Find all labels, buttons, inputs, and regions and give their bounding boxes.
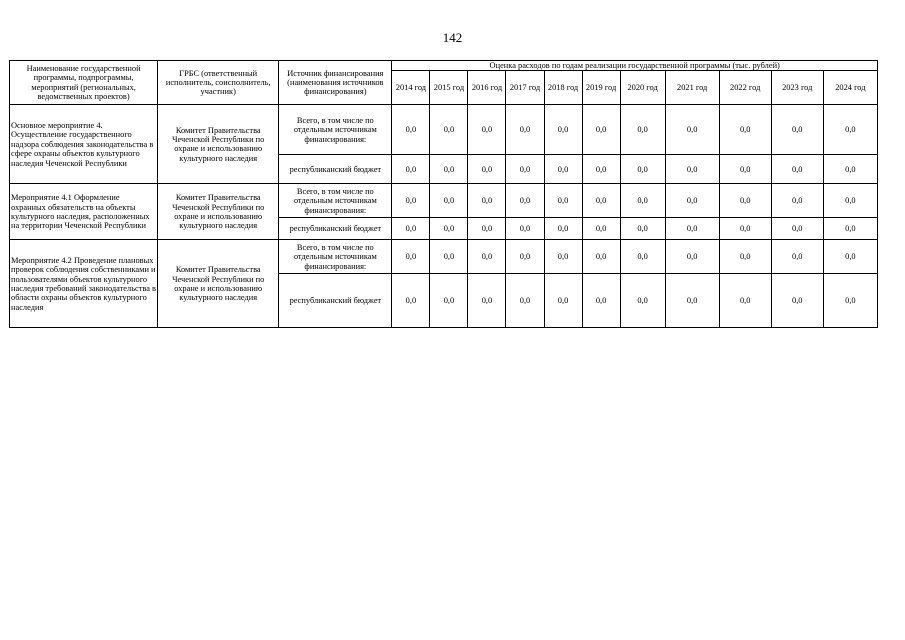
header-year: 2020 год — [620, 71, 665, 105]
amount-cell: 0,0 — [430, 155, 468, 184]
amount-cell: 0,0 — [392, 184, 430, 218]
amount-cell: 0,0 — [544, 105, 582, 155]
header-year: 2017 год — [506, 71, 544, 105]
amount-cell: 0,0 — [719, 240, 771, 274]
amount-cell: 0,0 — [823, 184, 877, 218]
amount-cell: 0,0 — [665, 240, 719, 274]
header-name: Наименование государственной программы, подпрограммы, мероприятий (региональных, ведомственных проектов) — [10, 61, 158, 105]
amount-cell: 0,0 — [544, 240, 582, 274]
header-year: 2021 год — [665, 71, 719, 105]
amount-cell: 0,0 — [544, 184, 582, 218]
amount-cell: 0,0 — [582, 155, 620, 184]
amount-cell: 0,0 — [823, 105, 877, 155]
header-year: 2018 год — [544, 71, 582, 105]
amount-cell: 0,0 — [665, 184, 719, 218]
amount-cell: 0,0 — [665, 155, 719, 184]
amount-cell: 0,0 — [771, 218, 823, 240]
activity-name: Мероприятие 4.1 Оформление охранных обязательств на объекты культурного наследия, расположенных на территории Чеченской Республики — [10, 184, 158, 240]
table-row — [10, 184, 878, 218]
amount-cell: 0,0 — [468, 155, 506, 184]
header-year: 2019 год — [582, 71, 620, 105]
table-body — [10, 105, 878, 328]
header-year: 2022 год — [719, 71, 771, 105]
header-year: 2023 год — [771, 71, 823, 105]
amount-cell: 0,0 — [771, 184, 823, 218]
amount-cell: 0,0 — [719, 218, 771, 240]
amount-cell: 0,0 — [719, 155, 771, 184]
amount-cell: 0,0 — [544, 155, 582, 184]
header-year: 2014 год — [392, 71, 430, 105]
amount-cell: 0,0 — [506, 155, 544, 184]
budget-table — [9, 60, 878, 328]
amount-cell: 0,0 — [506, 218, 544, 240]
amount-cell: 0,0 — [544, 274, 582, 328]
amount-cell: 0,0 — [468, 184, 506, 218]
funding-source: Всего, в том числе по отдельным источникам финансирования: — [279, 184, 392, 218]
header-source: Источник финансирования (наименования источников финансирования) — [279, 61, 392, 105]
amount-cell: 0,0 — [392, 240, 430, 274]
amount-cell: 0,0 — [823, 274, 877, 328]
amount-cell: 0,0 — [506, 105, 544, 155]
amount-cell: 0,0 — [771, 274, 823, 328]
amount-cell: 0,0 — [468, 105, 506, 155]
amount-cell: 0,0 — [392, 105, 430, 155]
table-row — [10, 240, 878, 274]
header-year: 2024 год — [823, 71, 877, 105]
funding-source: Всего, в том числе по отдельным источникам финансирования: — [279, 105, 392, 155]
amount-cell: 0,0 — [665, 105, 719, 155]
amount-cell: 0,0 — [582, 240, 620, 274]
amount-cell: 0,0 — [468, 274, 506, 328]
amount-cell: 0,0 — [582, 218, 620, 240]
amount-cell: 0,0 — [719, 184, 771, 218]
header-year: 2015 год — [430, 71, 468, 105]
amount-cell: 0,0 — [430, 240, 468, 274]
amount-cell: 0,0 — [392, 218, 430, 240]
amount-cell: 0,0 — [823, 155, 877, 184]
responsible-executor: Комитет Правительства Чеченской Республики по охране и использованию культурного наследия — [158, 105, 279, 184]
amount-cell: 0,0 — [506, 184, 544, 218]
amount-cell: 0,0 — [823, 240, 877, 274]
amount-cell: 0,0 — [823, 218, 877, 240]
amount-cell: 0,0 — [719, 274, 771, 328]
page-number: 142 — [442, 30, 463, 45]
amount-cell: 0,0 — [582, 105, 620, 155]
activity-name: Мероприятие 4.2 Проведение плановых проверок соблюдения собственниками и пользователями объектов культурного наследия требований законодательства в области охраны объектов культурного наследия — [10, 240, 158, 328]
table-header — [10, 61, 878, 105]
amount-cell: 0,0 — [665, 218, 719, 240]
amount-cell: 0,0 — [771, 155, 823, 184]
amount-cell: 0,0 — [620, 240, 665, 274]
amount-cell: 0,0 — [468, 218, 506, 240]
amount-cell: 0,0 — [430, 184, 468, 218]
amount-cell: 0,0 — [430, 274, 468, 328]
header-grbs: ГРБС (ответственный исполнитель, соисполнитель, участник) — [158, 61, 279, 105]
funding-source: республиканский бюджет — [279, 155, 392, 184]
amount-cell: 0,0 — [544, 218, 582, 240]
amount-cell: 0,0 — [430, 218, 468, 240]
amount-cell: 0,0 — [506, 274, 544, 328]
amount-cell: 0,0 — [620, 155, 665, 184]
funding-source: Всего, в том числе по отдельным источникам финансирования: — [279, 240, 392, 274]
funding-source: республиканский бюджет — [279, 218, 392, 240]
amount-cell: 0,0 — [665, 274, 719, 328]
amount-cell: 0,0 — [582, 184, 620, 218]
amount-cell: 0,0 — [506, 240, 544, 274]
amount-cell: 0,0 — [620, 274, 665, 328]
responsible-executor: Комитет Правительства Чеченской Республики по охране и использованию культурного наследия — [158, 184, 279, 240]
amount-cell: 0,0 — [468, 240, 506, 274]
activity-name: Основное мероприятие 4. Осуществление государственного надзора соблюдения законодательства в сфере охраны объектов культурного наследия Чеченской Республики — [10, 105, 158, 184]
amount-cell: 0,0 — [620, 218, 665, 240]
amount-cell: 0,0 — [771, 105, 823, 155]
amount-cell: 0,0 — [392, 155, 430, 184]
header-estimate: Оценка расходов по годам реализации государственной программы (тыс. рублей) — [392, 61, 878, 71]
amount-cell: 0,0 — [582, 274, 620, 328]
amount-cell: 0,0 — [430, 105, 468, 155]
funding-source: республиканский бюджет — [279, 274, 392, 328]
amount-cell: 0,0 — [620, 105, 665, 155]
amount-cell: 0,0 — [392, 274, 430, 328]
responsible-executor: Комитет Правительства Чеченской Республики по охране и использованию культурного наследия — [158, 240, 279, 328]
table-row — [10, 105, 878, 155]
amount-cell: 0,0 — [771, 240, 823, 274]
amount-cell: 0,0 — [620, 184, 665, 218]
amount-cell: 0,0 — [719, 105, 771, 155]
header-year: 2016 год — [468, 71, 506, 105]
